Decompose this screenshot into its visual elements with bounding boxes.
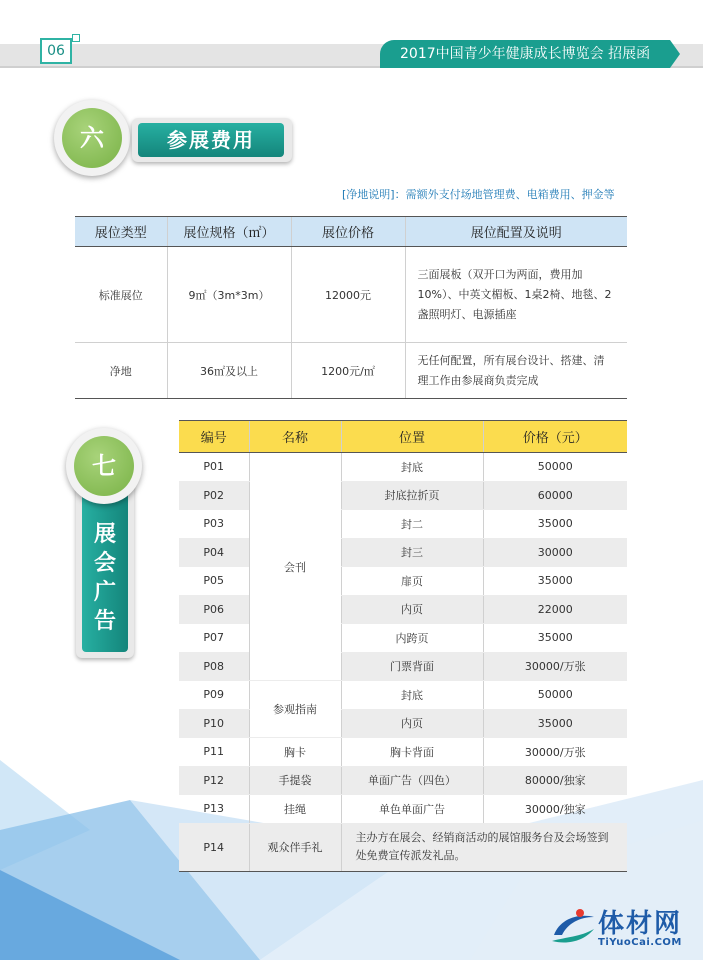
table-cell: 三面展板（双开口为两面，费用加10%）、中英文楣板、1桌2椅、地毯、2盏照明灯、电源插座 [405,247,627,343]
table-cell: P05 [179,567,249,596]
table-cell: 主办方在展会、经销商活动的展馆服务台及会场签到处免费宣传派发礼品。 [341,823,627,871]
table-cell: 内页 [341,595,483,624]
table-cell: 内页 [341,709,483,738]
net-space-note: [净地说明]：需额外支付场地管理费、电箱费用、押金等 [342,188,615,201]
table-cell: 22000 [483,595,627,624]
table-row [179,795,627,824]
table-cell: 内跨页 [341,624,483,653]
page-number: 06 [40,38,72,64]
table-header: 展位价格 [291,217,405,247]
section7-title-bar [76,480,134,658]
page-number-decoration [72,34,80,42]
section6-badge [54,100,130,176]
table-cell: P12 [179,766,249,795]
table-cell: 挂绳 [249,795,341,824]
table-row [179,681,627,710]
section7-title-char: 广 [93,580,116,605]
section7-title-char: 展 [93,522,116,547]
section6-title: 参展费用 [138,123,284,157]
section7-title-char: 会 [93,551,116,576]
table-row [179,453,627,482]
table-cell: 35000 [483,567,627,596]
table-cell: 单面广告（四色） [341,766,483,795]
section7-badge [66,428,142,504]
booth-fee-table [75,216,627,399]
table-cell: 封二 [341,510,483,539]
table-cell: 胸卡 [249,738,341,767]
table-header: 价格（元） [483,421,627,453]
table-cell: 扉页 [341,567,483,596]
table-cell: 无任何配置，所有展台设计、搭建、清理工作由参展商负责完成 [405,343,627,399]
table-cell: P13 [179,795,249,824]
table-cell: 9㎡（3m*3m） [167,247,291,343]
table-cell: P08 [179,652,249,681]
logo-sub-text: TiYuoCai.COM [598,937,682,948]
table-cell: 35000 [483,510,627,539]
table-header-row [179,421,627,453]
table-cell: P10 [179,709,249,738]
section7-title-char: 告 [93,609,116,634]
section7-title [82,486,128,652]
table-cell: 手提袋 [249,766,341,795]
table-header: 名称 [249,421,341,453]
table-cell: P07 [179,624,249,653]
table-cell: 30000/万张 [483,652,627,681]
table-cell: 50000 [483,681,627,710]
table-cell: 36㎡及以上 [167,343,291,399]
table-cell: P09 [179,681,249,710]
table-cell: 标准展位 [75,247,167,343]
table-row [179,510,627,539]
table-cell: 35000 [483,624,627,653]
table-row [179,709,627,738]
table-row [179,567,627,596]
table-row [179,624,627,653]
table-row [179,538,627,567]
table-header: 展位配置及说明 [405,217,627,247]
logo-main-text: 体材网 [598,909,683,939]
section7-number: 七 [74,436,134,496]
table-row [179,481,627,510]
table-cell: P11 [179,738,249,767]
table-cell: P02 [179,481,249,510]
table-cell: 30000/万张 [483,738,627,767]
table-cell: 35000 [483,709,627,738]
table-header-row [75,217,627,247]
table-cell: 封底拉折页 [341,481,483,510]
table-row [75,247,627,343]
table-cell: 观众伴手礼 [249,823,341,871]
table-cell: 12000元 [291,247,405,343]
table-cell: 门票背面 [341,652,483,681]
table-cell: 胸卡背面 [341,738,483,767]
table-cell: 封底 [341,453,483,482]
table-cell: 封底 [341,681,483,710]
table-cell: 参观指南 [249,681,341,738]
table-header: 展位规格（㎡） [167,217,291,247]
logo-swoosh-icon [550,907,596,947]
table-cell: 30000 [483,538,627,567]
table-cell: 净地 [75,343,167,399]
advertising-table [179,420,627,872]
table-cell: P06 [179,595,249,624]
table-header: 展位类型 [75,217,167,247]
table-cell: P14 [179,823,249,871]
table-cell: P01 [179,453,249,482]
table-cell: 50000 [483,453,627,482]
table-row [179,595,627,624]
table-header: 编号 [179,421,249,453]
section6-number: 六 [62,108,122,168]
table-header: 位置 [341,421,483,453]
table-row [179,823,627,871]
table-cell: 封三 [341,538,483,567]
table-cell: 30000/独家 [483,795,627,824]
table-cell: 80000/独家 [483,766,627,795]
table-row [179,738,627,767]
table-row [75,343,627,399]
table-cell: 会刊 [249,453,341,681]
table-cell: 1200元/㎡ [291,343,405,399]
header-title: 2017中国青少年健康成长博览会 招展函 [380,40,670,68]
table-row [179,766,627,795]
site-logo [550,905,700,955]
table-cell: P04 [179,538,249,567]
section6-title-bar [132,118,292,162]
table-row [179,652,627,681]
table-cell: 单色单面广告 [341,795,483,824]
table-cell: P03 [179,510,249,539]
table-cell: 60000 [483,481,627,510]
